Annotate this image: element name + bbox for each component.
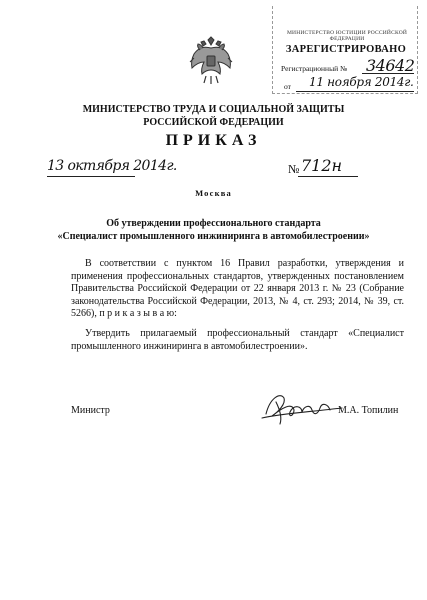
stamp-regno-value: 34642 xyxy=(366,56,415,75)
ministry-line1: МИНИСТЕРСТВО ТРУДА И СОЦИАЛЬНОЙ ЗАЩИТЫ xyxy=(82,104,345,115)
stamp-regno-underline xyxy=(362,73,414,74)
order-date-handwritten: 13 октября 2014г. xyxy=(47,158,177,174)
order-number-handwritten: 712н xyxy=(301,156,343,175)
ministry-name xyxy=(0,104,427,129)
body-paragraph-2: Утвердить прилагаемый профессиональный стандарт «Специалист промышленного инжиниринга в автомобилестроении». xyxy=(71,328,404,352)
order-date-underline xyxy=(47,176,135,177)
coat-of-arms-icon xyxy=(188,36,234,86)
stamp-ministry-line: МИНИСТЕРСТВО ЮСТИЦИИ РОССИЙСКОЙ ФЕДЕРАЦИИ xyxy=(286,30,408,42)
subject-line1: Об утверждении профессионального стандарта xyxy=(106,218,321,229)
subject-line2: «Специалист промышленного инжиниринга в автомобилестроении» xyxy=(57,230,370,242)
order-number-sign: № xyxy=(288,162,300,176)
stamp-date-label: от xyxy=(284,82,291,91)
stamp-registered-label: ЗАРЕГИСТРИРОВАНО xyxy=(285,44,407,55)
stamp-date-value: 11 ноября 2014г. xyxy=(309,75,414,89)
city-name: Москва xyxy=(195,188,232,198)
handwritten-signature xyxy=(258,388,344,428)
order-subject xyxy=(0,218,427,243)
body-paragraph-1: В соответствии с пунктом 16 Правил разработки, утверждения и применения профессиональных стандартов, утвержденных постановлением Правительства Российской Федерации от 22 января 2013 г. № 23 (Собрание законодательства Российской Федерации, 2013, № 4, ст. 293; 2014, № 39, ст. 5266), п р и к а з ы в а ю: xyxy=(71,258,404,319)
stamp-date-underline xyxy=(296,91,414,92)
order-number-underline xyxy=(298,176,358,177)
ministry-line2: РОССИЙСКОЙ ФЕДЕРАЦИИ xyxy=(143,116,284,128)
document-type-title: ПРИКАЗ xyxy=(165,132,262,149)
stamp-regno-label: Регистрационный № xyxy=(281,64,348,73)
signer-title: Министр xyxy=(71,405,110,416)
signer-name: М.А. Топилин xyxy=(338,405,399,416)
